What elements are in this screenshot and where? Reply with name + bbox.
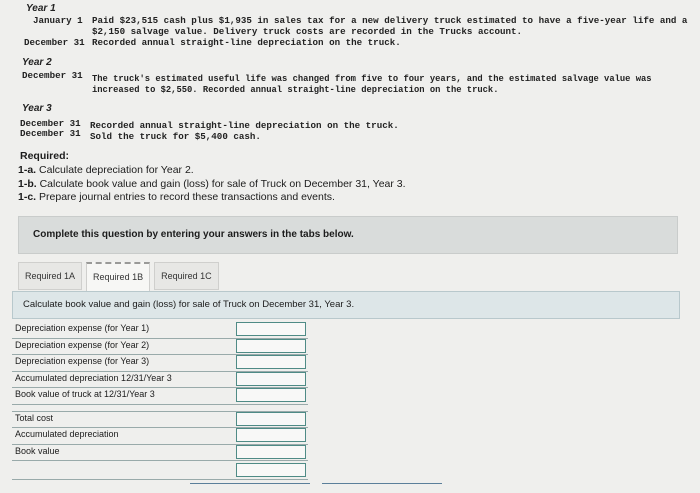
depreciation-year3-input[interactable] [236, 355, 306, 369]
table-row [12, 372, 308, 389]
tab-bar [18, 262, 223, 290]
underline [190, 483, 310, 484]
panel-header: Calculate book value and gain (loss) for sale of Truck on December 31, Year 3. [12, 291, 680, 319]
depreciation-year2-input[interactable] [236, 339, 306, 353]
required-item-1c [18, 191, 335, 203]
table-row [12, 445, 308, 462]
year2-heading: Year 2 [22, 57, 52, 68]
gain-loss-input[interactable] [236, 463, 306, 477]
row-label: Book value [15, 445, 60, 456]
underline [322, 483, 442, 484]
year1-dec-date: December 31 [24, 37, 85, 48]
tab-required-1c[interactable]: Required 1C [154, 262, 219, 290]
row-label: Depreciation expense (for Year 3) [15, 356, 150, 366]
answer-table [12, 322, 308, 480]
required-item-num: 1-b. [18, 178, 37, 190]
table-row [12, 339, 308, 356]
table-row [12, 428, 308, 445]
year3-dec2-date: December 31 [20, 128, 81, 139]
year3-dec1-text: Recorded annual straight-line depreciation on the truck. [90, 120, 399, 131]
book-value-truck-input[interactable] [236, 388, 306, 402]
required-item-1b [18, 178, 406, 190]
required-item-text: Calculate book value and gain (loss) for sale of Truck on December 31, Year 3. [39, 178, 406, 190]
accumulated-depreciation-input[interactable] [236, 372, 306, 386]
row-label: Accumulated depreciation 12/31/Year 3 [15, 372, 172, 383]
tab-required-1b[interactable]: Required 1B [86, 262, 150, 291]
table-row [12, 388, 308, 405]
year2-dec-date: December 31 [22, 70, 83, 81]
total-cost-input[interactable] [236, 412, 306, 426]
spacer-row [12, 461, 308, 480]
book-value-input[interactable] [236, 445, 306, 459]
row-label: Book value of truck at 12/31/Year 3 [15, 389, 155, 399]
depreciation-year1-input[interactable] [236, 322, 306, 336]
year1-jan-text-1: Paid $23,515 cash plus $1,935 in sales tax for a new delivery truck estimated to have a five-year life and a [92, 15, 688, 26]
year1-jan-date: January 1 [33, 15, 83, 26]
year1-dec-text: Recorded annual straight-line depreciation on the truck. [92, 37, 401, 48]
required-title: Required: [20, 150, 70, 162]
year1-jan-text-2: $2,150 salvage value. Delivery truck costs are recorded in the Trucks account. [92, 26, 523, 37]
accumulated-depreciation-2-input[interactable] [236, 428, 306, 442]
required-item-text: Prepare journal entries to record these transactions and events. [39, 191, 335, 203]
required-item-1a [18, 164, 194, 176]
tab-required-1a[interactable]: Required 1A [18, 262, 82, 290]
instructions-banner: Complete this question by entering your answers in the tabs below. [18, 216, 678, 254]
year2-dec-text-2: increased to $2,550. Recorded annual straight-line depreciation on the truck. [92, 85, 499, 95]
year3-dec2-text: Sold the truck for $5,400 cash. [90, 131, 261, 142]
year1-heading: Year 1 [26, 3, 56, 14]
row-label: Depreciation expense (for Year 2) [15, 339, 150, 350]
required-item-num: 1-c. [18, 191, 37, 203]
table-row [12, 412, 308, 429]
row-label: Depreciation expense (for Year 1) [15, 323, 150, 333]
required-item-text: Calculate depreciation for Year 2. [39, 164, 194, 176]
year2-dec-text-1: The truck's estimated useful life was changed from five to four years, and the estimated salvage value was [92, 74, 652, 84]
table-row [12, 322, 308, 339]
row-label: Accumulated depreciation [15, 429, 119, 439]
required-item-num: 1-a. [18, 164, 37, 176]
table-row [12, 355, 308, 372]
spacer-row [12, 405, 308, 412]
year3-dec1-date: December 31 [20, 118, 81, 129]
year3-heading: Year 3 [22, 103, 52, 114]
row-label: Total cost [15, 412, 54, 423]
